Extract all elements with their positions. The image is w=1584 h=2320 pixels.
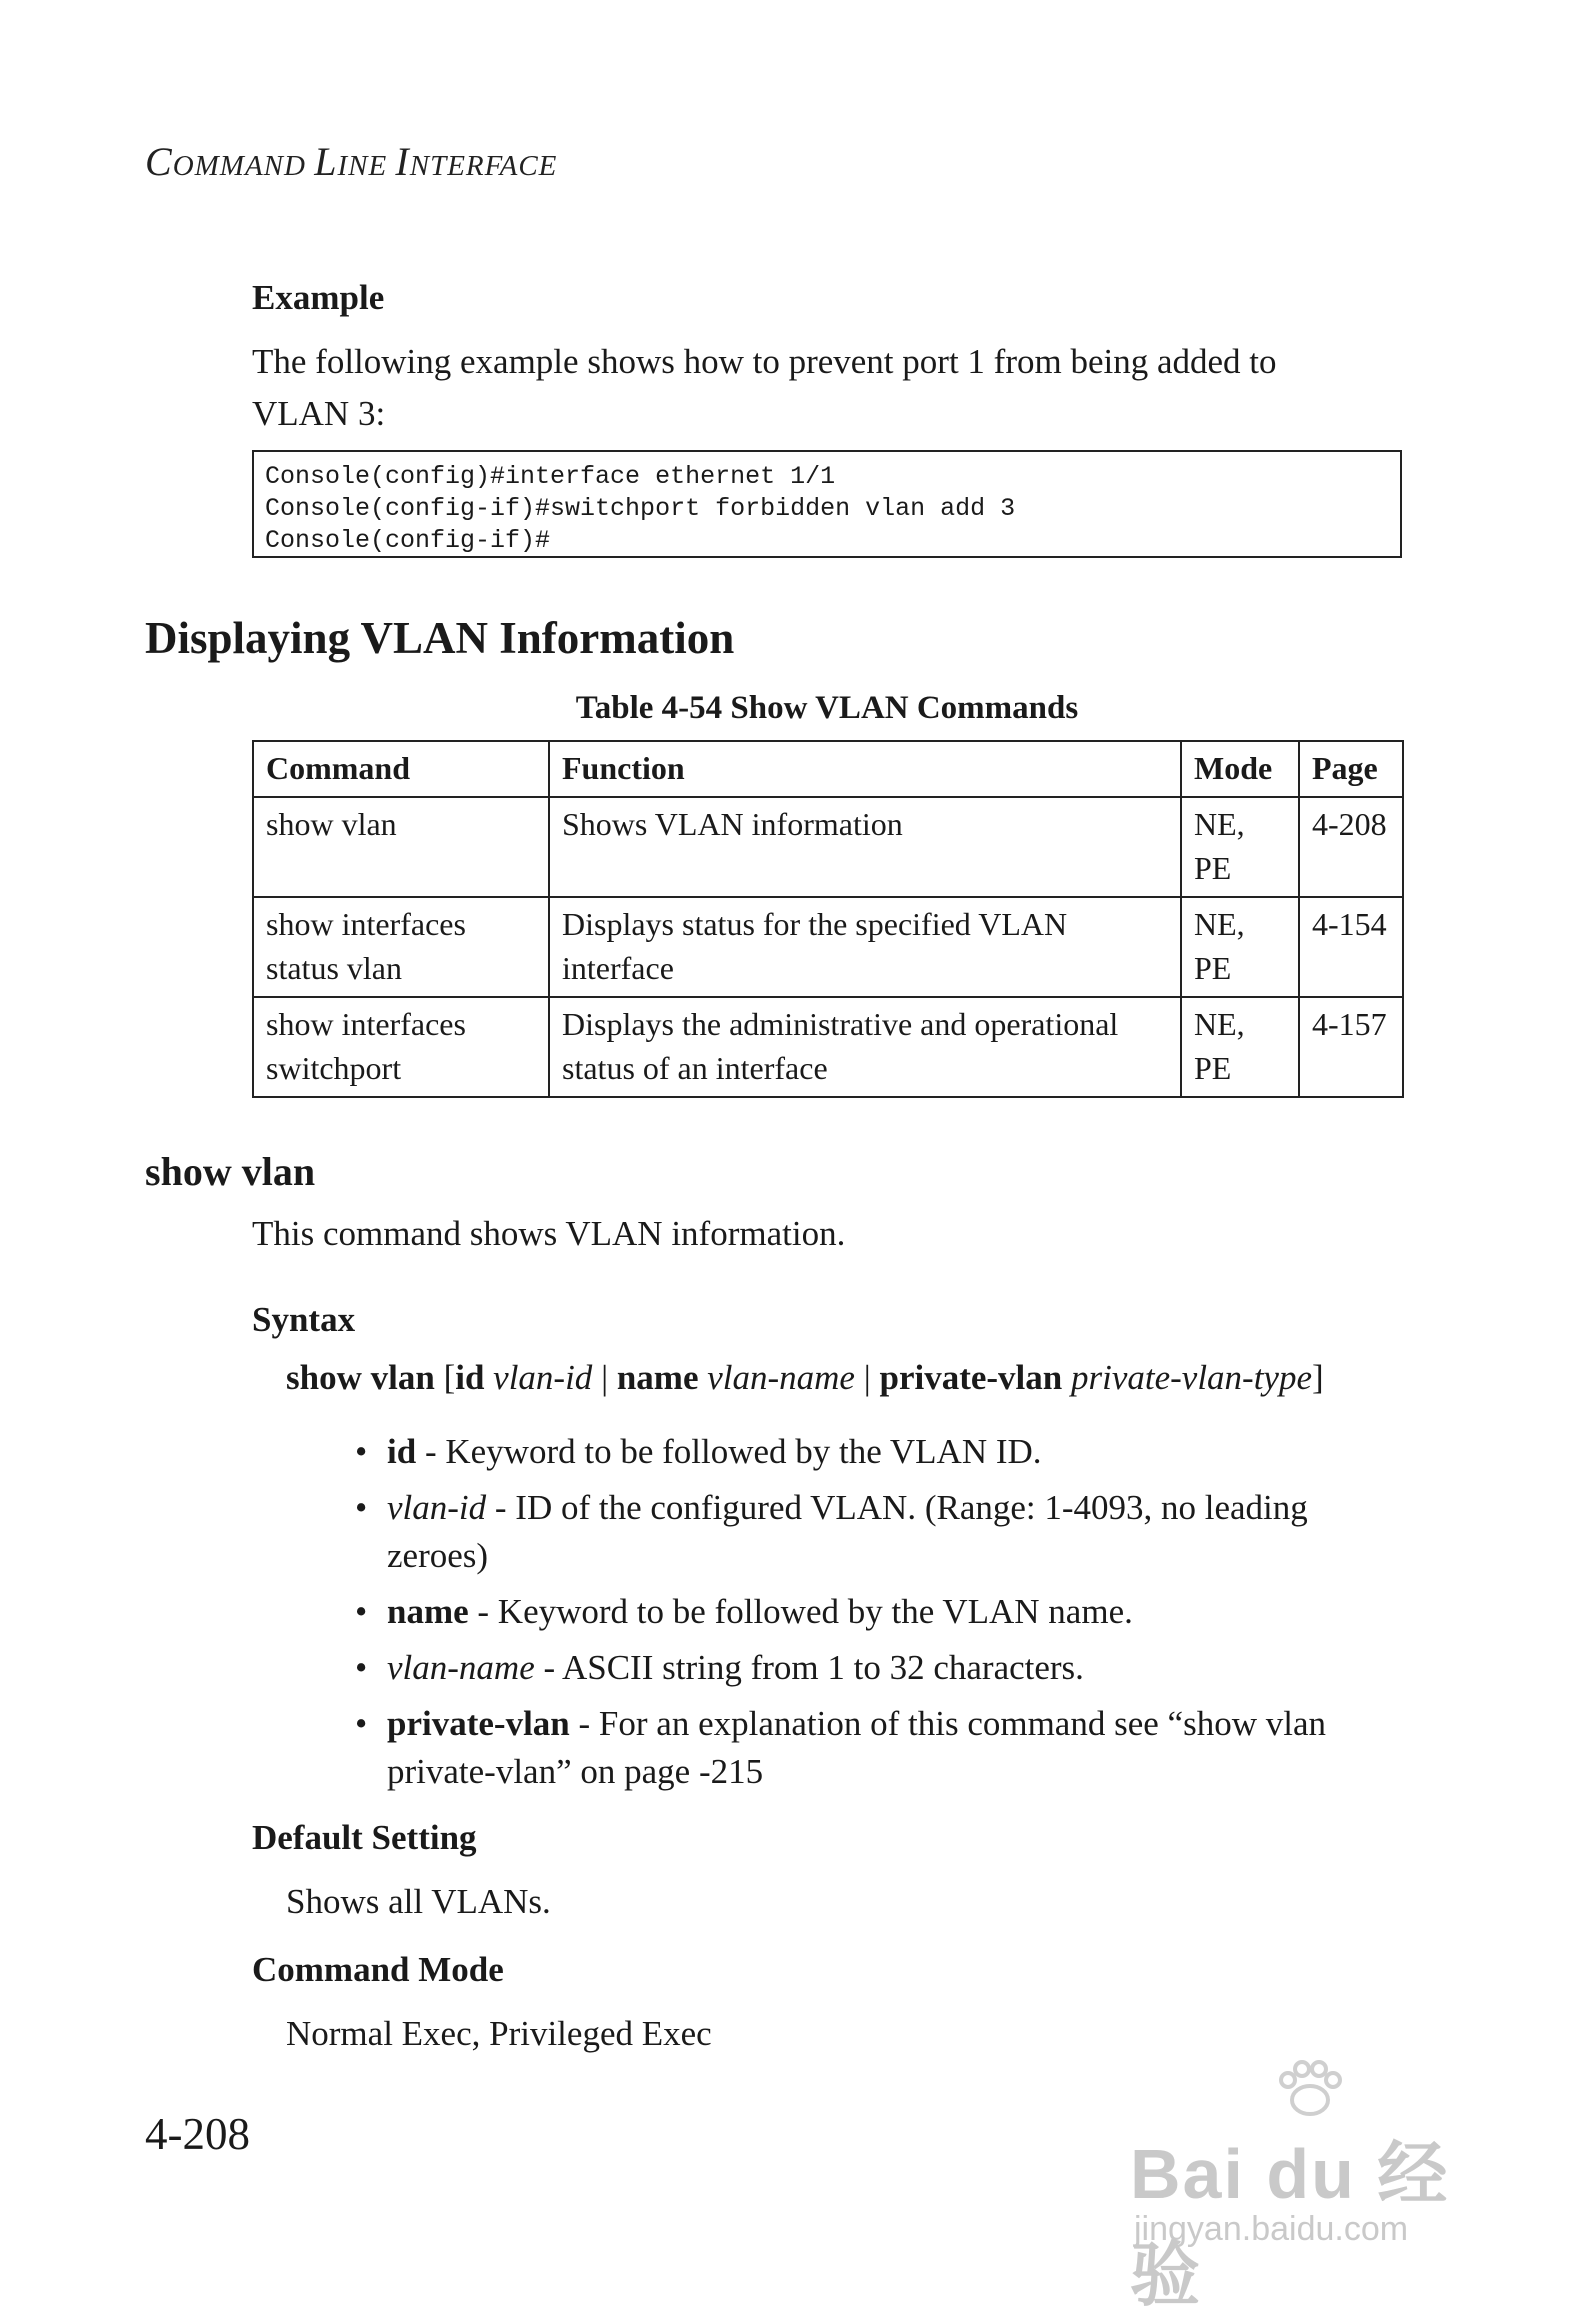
parameter-list xyxy=(355,1428,1415,1804)
table-row xyxy=(253,997,1403,1097)
example-text-line-2: VLAN 3: xyxy=(252,394,386,433)
syntax-heading: Syntax xyxy=(252,1300,356,1339)
syntax-line: show vlan [id vlan-id | name vlan-name | private-vlan private-vlan-type] xyxy=(286,1358,1324,1397)
example-text-line-1: The following example shows how to prevent port 1 from being added to xyxy=(252,342,1277,381)
cell-mode: NE, PE xyxy=(1181,797,1299,897)
cell-page: 4-154 xyxy=(1299,897,1403,997)
cell-page: 4-157 xyxy=(1299,997,1403,1097)
table-row xyxy=(253,797,1403,897)
list-item: • vlan-id - ID of the configured VLAN. (Range: 1-4093, no leading zeroes) xyxy=(355,1488,1308,1575)
header-mode: Mode xyxy=(1181,741,1299,797)
header-command: Command xyxy=(253,741,549,797)
example-heading: Example xyxy=(252,278,385,317)
table-header-row xyxy=(253,741,1403,797)
header-page: Page xyxy=(1299,741,1403,797)
example-code-block: Console(config)#interface ethernet 1/1 Console(config-if)#switchport forbidden vlan add 3 Console(config-if)# xyxy=(252,450,1402,558)
cell-mode: NE, PE xyxy=(1181,897,1299,997)
default-setting-heading: Default Setting xyxy=(252,1818,477,1857)
page-number: 4-208 xyxy=(145,2109,250,2159)
show-vlan-commands-table xyxy=(252,740,1404,1098)
command-mode-heading: Command Mode xyxy=(252,1950,504,1989)
cell-command: show interfaces switchport xyxy=(253,997,549,1097)
command-title: show vlan xyxy=(145,1149,316,1194)
list-item: • private-vlan - For an explanation of this command see “show vlan private-vlan” on page -215 xyxy=(355,1704,1326,1791)
cell-function: Displays the administrative and operational status of an interface xyxy=(549,997,1181,1097)
cell-function: Shows VLAN information xyxy=(549,797,1181,897)
cell-function: Displays status for the specified VLAN interface xyxy=(549,897,1181,997)
running-head: COMMAND LINE INTERFACE xyxy=(145,139,558,184)
paw-icon xyxy=(1270,2060,1350,2120)
table-row xyxy=(253,897,1403,997)
command-description: This command shows VLAN information. xyxy=(252,1214,846,1253)
list-item: • name - Keyword to be followed by the VLAN name. xyxy=(355,1592,1133,1631)
command-mode-value: Normal Exec, Privileged Exec xyxy=(286,2014,712,2053)
table-caption: Table 4-54 Show VLAN Commands xyxy=(575,690,1079,726)
header-function: Function xyxy=(549,741,1181,797)
default-setting-value: Shows all VLANs. xyxy=(286,1882,551,1921)
watermark-title: Bai du 经验 xyxy=(1130,2135,1450,2314)
cell-mode: NE, PE xyxy=(1181,997,1299,1097)
section-title: Displaying VLAN Information xyxy=(145,613,735,663)
baidu-watermark xyxy=(1110,2060,1490,2314)
cell-page: 4-208 xyxy=(1299,797,1403,897)
list-item: • vlan-name - ASCII string from 1 to 32 characters. xyxy=(355,1648,1084,1687)
list-item: • id - Keyword to be followed by the VLAN ID. xyxy=(355,1432,1042,1471)
cell-command: show vlan xyxy=(253,797,549,897)
cell-command: show interfaces status vlan xyxy=(253,897,549,997)
watermark-url: jingyan.baidu.com xyxy=(1134,2210,1409,2248)
